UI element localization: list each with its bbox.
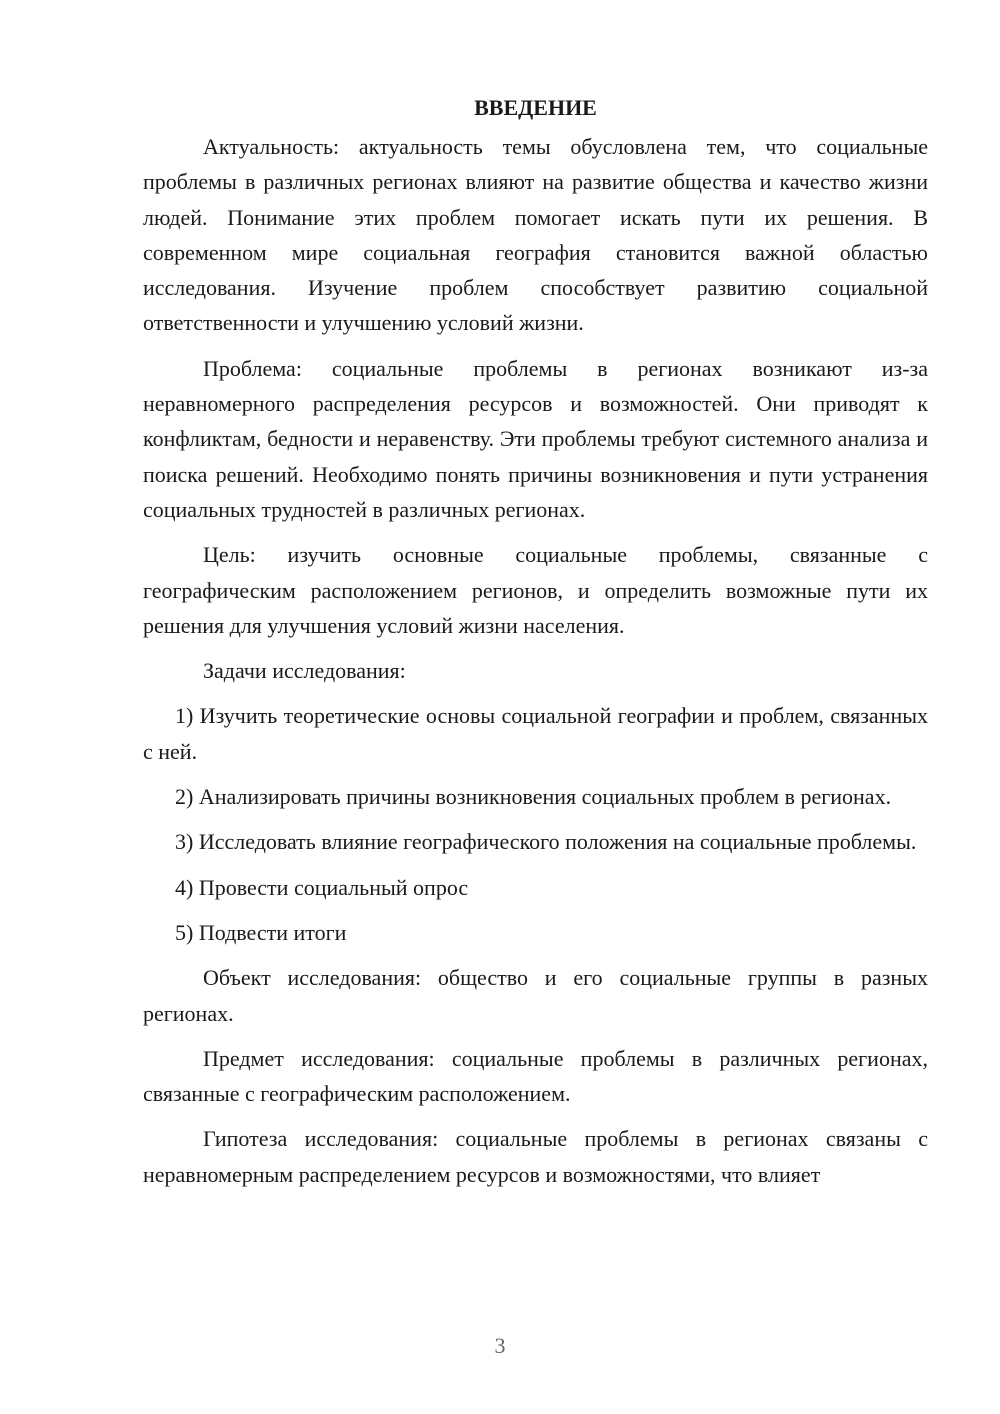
list-item: 5) Подвести итоги (175, 919, 347, 945)
paragraph-object: Объект исследования: общество и его социальные группы в разных регионах. (143, 965, 928, 1026)
paragraph-goal: Цель: изучить основные социальные проблемы, связанные с географическим расположением регионов, и определить возможные пути их решения для улучшения условий жизни населения. (143, 542, 928, 638)
paragraph-problem: Проблема: социальные проблемы в регионах возникают из-за неравномерного распределения ресурсов и возможностей. Они приводят к конфликтам, бедности и неравенству. Эти проблемы требуют системного анализа и поиска решений. Необходимо понять причины возникновения и пути устранения социальных трудностей в различных регионах. (143, 355, 928, 522)
document-page (143, 90, 928, 1202)
paragraph-subject: Предмет исследования: социальные проблемы в различных регионах, связанные с географическим расположением. (143, 1045, 928, 1107)
list-item: 3) Исследовать влияние географического положения на социальные проблемы. (175, 829, 917, 855)
paragraph-tasks-heading: Задачи исследования: (203, 658, 406, 684)
paragraph-relevance: Актуальность: актуальность темы обусловлена тем, что социальные проблемы в различных регионах влияют на развитие общества и качество жизни людей. Понимание этих проблем помогает искать пути их решения. В современном мире социальная география становится важной областью исследования. Изучение проблем способствует развитию социальной ответственности и улучшению условий жизни. (143, 134, 928, 336)
page-number: 3 (494, 1333, 506, 1358)
page-title: ВВЕДЕНИЕ (474, 95, 597, 120)
list-item: 4) Провести социальный опрос (175, 874, 469, 900)
paragraph-hypothesis: Гипотеза исследования: социальные проблемы в регионах связаны с неравномерным распределением ресурсов и возможностями, что влияет (143, 1126, 928, 1187)
list-item: 1) Изучить теоретические основы социальной географии и проблем, связанных с ней. (143, 703, 928, 764)
list-item: 2) Анализировать причины возникновения социальных проблем в регионах. (175, 784, 892, 810)
